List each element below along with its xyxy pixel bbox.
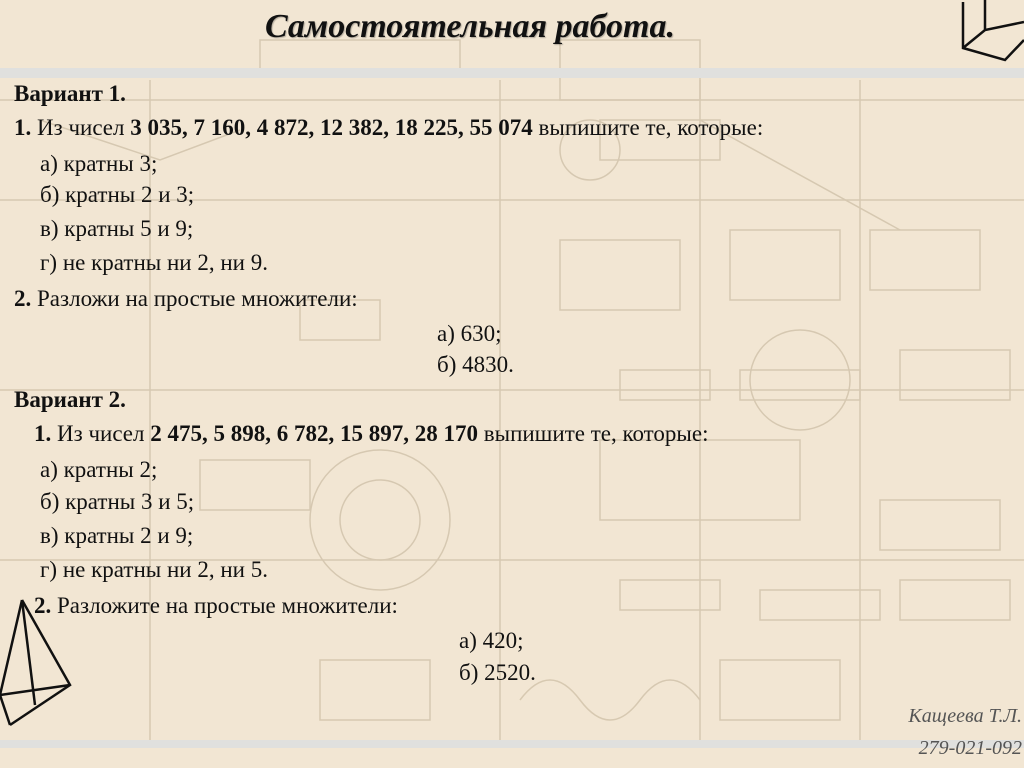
task-number: 2. (34, 593, 52, 618)
author-name: Кащеева Т.Л. (908, 705, 1022, 727)
variant-2-task-2 (34, 592, 398, 620)
variant-2-heading: Вариант 2. (14, 387, 126, 412)
list-item: б) кратны 3 и 5; (40, 489, 195, 514)
list-item: а) кратны 3; (40, 151, 158, 176)
task-tail: выпишите те, которые: (478, 421, 709, 446)
task-numbers: 3 035, 7 160, 4 872, 12 382, 18 225, 55 074 (130, 115, 533, 140)
task-text: Разложите на простые множители: (51, 593, 398, 618)
task-intro: Из чисел (51, 421, 151, 446)
list-item: в) кратны 2 и 9; (40, 523, 194, 548)
task-text: Разложи на простые множители: (31, 286, 358, 311)
list-item: в) кратны 5 и 9; (40, 216, 194, 241)
task-number: 2. (14, 286, 32, 311)
list-item: г) не кратны ни 2, ни 5. (40, 557, 268, 582)
variant-1-heading: Вариант 1. (14, 81, 126, 106)
task-tail: выпишите те, которые: (532, 115, 764, 140)
task-number: 1. (34, 421, 52, 446)
bottom-divider-band (0, 740, 1024, 748)
list-item: г) не кратны ни 2, ни 9. (40, 250, 268, 275)
task-intro: Из чисел (31, 115, 131, 140)
page-title: Самостоятельная работа. (265, 8, 675, 45)
task-number: 1. (14, 115, 32, 140)
task-numbers: 2 475, 5 898, 6 782, 15 897, 28 170 (150, 421, 478, 446)
list-item: б) кратны 2 и 3; (40, 182, 195, 207)
list-item: а) 420; (459, 628, 524, 653)
top-divider-band (0, 68, 1024, 78)
list-item: б) 2520. (459, 660, 536, 685)
variant-1-task-2 (14, 285, 358, 313)
list-item: а) 630; (437, 321, 502, 346)
list-item: б) 4830. (437, 352, 514, 377)
cube-icon (955, 0, 1024, 70)
variant-1-task-1 (14, 114, 763, 142)
list-item: а) кратны 2; (40, 457, 158, 482)
author-id: 279-021-092 (918, 737, 1022, 759)
variant-2-task-1 (34, 420, 708, 448)
